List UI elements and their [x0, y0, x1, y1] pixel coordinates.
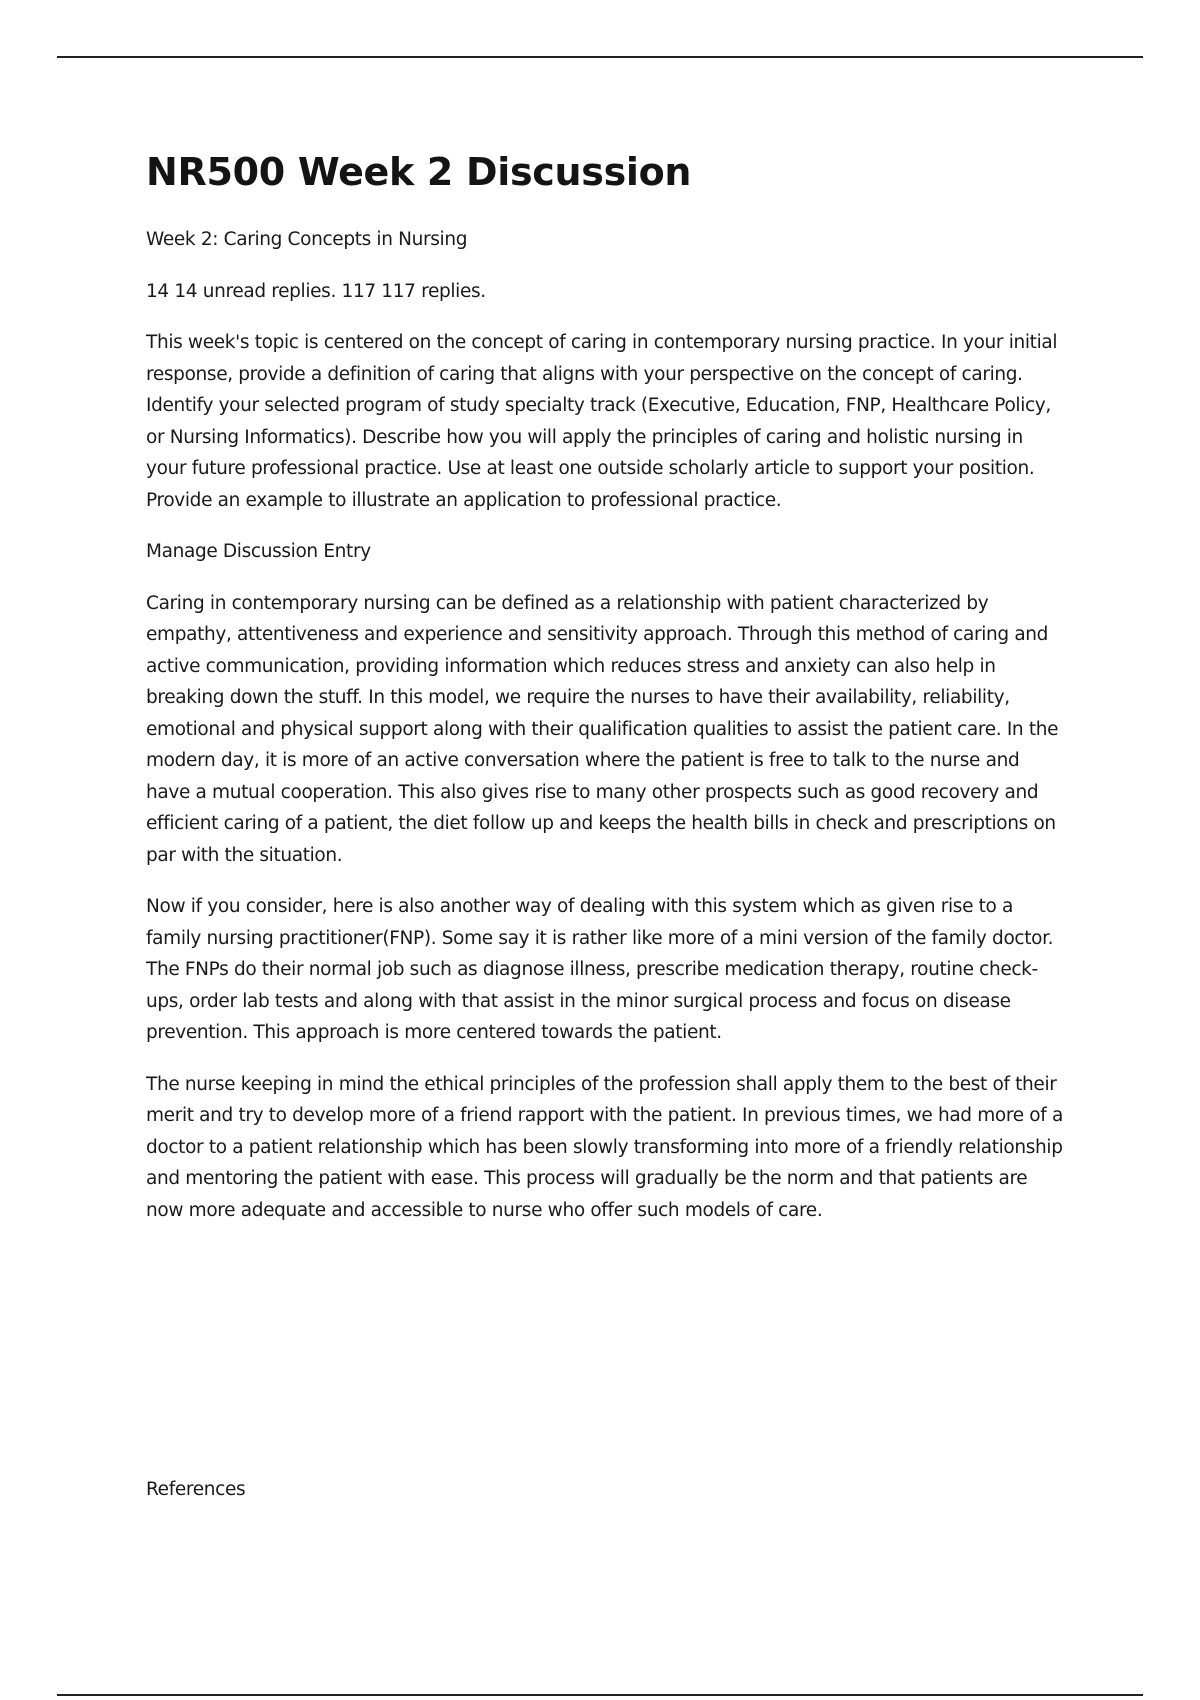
manage-discussion-entry: Manage Discussion Entry: [146, 541, 371, 562]
body-paragraph: Now if you consider, here is also another way of dealing with this system which as given rise to a family nursing practitioner(FNP). Some say it is rather like more of a mini version of the family doctor. The FNPs do their normal job such as diagnose illness, prescribe medication therapy, routine check-ups, order lab tests and along with that assist in the minor surgical process and focus on disease prevention. This approach is more centered towards the patient.: [146, 896, 1054, 1043]
discussion-prompt: This week's topic is centered on the concept of caring in contemporary nursing practice. In your initial response, provide a definition of caring that aligns with your perspective on the concept of caring. Identify your selected program of study specialty track (Executive, Education, FNP, Healthcare Policy, or Nursing Informatics). Describe how you will apply the principles of caring and holistic nursing in your future professional practice. Use at least one outside scholarly article to support your position. Provide an example to illustrate an application to professional practice.: [146, 332, 1058, 511]
blank-space: [146, 1246, 1066, 1474]
reply-stats: 14 14 unread replies. 117 117 replies.: [146, 280, 486, 302]
document-body: [146, 146, 1066, 1526]
discussion-subtitle: Week 2: Caring Concepts in Nursing: [146, 229, 468, 250]
top-rule: [57, 56, 1143, 58]
bottom-rule: [57, 1694, 1143, 1696]
references-heading: References: [146, 1479, 246, 1500]
page-title: NR500 Week 2 Discussion: [146, 150, 692, 194]
body-paragraph: The nurse keeping in mind the ethical principles of the profession shall apply them to the best of their merit and try to develop more of a friend rapport with the patient. In previous times, we had more of a doctor to a patient relationship which has been slowly transforming into more of a friendly relationship and mentoring the patient with ease. This process will gradually be the norm and that patients are now more adequate and accessible to nurse who offer such models of care.: [146, 1073, 1063, 1221]
body-paragraph: Caring in contemporary nursing can be defined as a relationship with patient characterized by empathy, attentiveness and experience and sensitivity approach. Through this method of caring and active communication, providing information which reduces stress and anxiety can also help in breaking down the stuff. In this model, we require the nurses to have their availability, reliability, emotional and physical support along with their qualification qualities to assist the patient care. In the modern day, it is more of an active conversation where the patient is free to talk to the nurse and have a mutual cooperation. This also gives rise to many other prospects such as good recovery and efficient caring of a patient, the diet follow up and keeps the health bills in check and prescriptions on par with the situation.: [146, 592, 1059, 866]
